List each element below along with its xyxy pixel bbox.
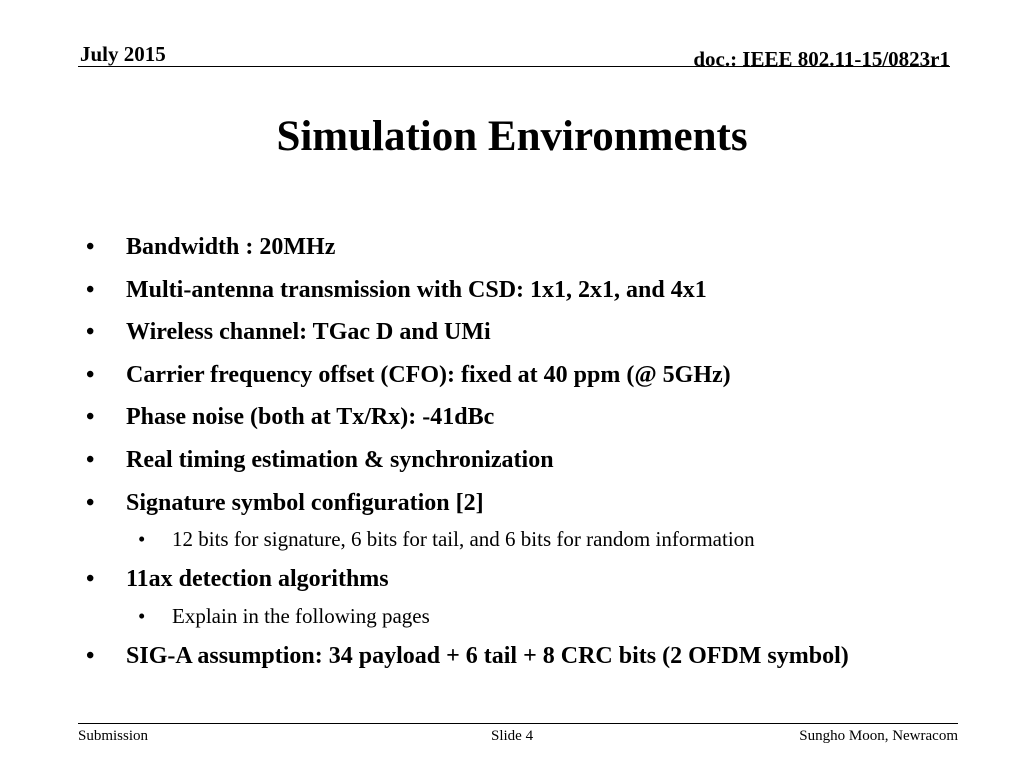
bullet-dot-icon: •	[86, 446, 95, 473]
bullet-text: Multi-antenna transmission with CSD: 1x1, 2x1, and 4x1	[126, 276, 707, 303]
bullet-list	[86, 230, 906, 681]
bullet-dot-icon: •	[86, 489, 95, 516]
bullet-dot-icon: •	[86, 642, 95, 669]
footer-divider	[78, 723, 958, 724]
bullet-dot-icon: •	[138, 603, 146, 628]
bullet-item	[86, 443, 906, 477]
sub-bullet-text: 12 bits for signature, 6 bits for tail, and 6 bits for random information	[172, 527, 755, 552]
bullet-dot-icon: •	[86, 234, 95, 260]
bullet-text: Wireless channel: TGac D and UMi	[126, 319, 491, 346]
bullet-text: 11ax detection algorithms	[126, 566, 389, 593]
bullet-dot-icon: •	[86, 319, 95, 346]
bullet-item	[86, 230, 906, 264]
bullet-item	[86, 639, 906, 673]
bullet-text: Real timing estimation & synchronization	[126, 446, 554, 473]
bullet-item	[86, 562, 906, 596]
slide-title: Simulation Environments	[276, 113, 748, 160]
bullet-dot-icon: •	[86, 276, 95, 303]
bullet-dot-icon: •	[86, 361, 95, 388]
bullet-dot-icon: •	[86, 404, 95, 431]
sub-bullet-text: Explain in the following pages	[172, 603, 430, 628]
sub-bullet-item	[138, 601, 906, 631]
header-date: July 2015	[80, 42, 166, 66]
bullet-text: Signature symbol configuration [2]	[126, 489, 484, 516]
bullet-item	[86, 358, 906, 392]
bullet-text: Phase noise (both at Tx/Rx): -41dBc	[126, 404, 495, 431]
bullet-dot-icon: •	[138, 527, 146, 552]
bullet-text: SIG-A assumption: 34 payload + 6 tail + 8 CRC bits (2 OFDM symbol)	[126, 642, 849, 669]
header-divider	[78, 66, 950, 67]
footer-slide-number: Slide 4	[491, 728, 534, 744]
bullet-dot-icon: •	[86, 566, 95, 593]
bullet-text: Carrier frequency offset (CFO): fixed at 40 ppm (@ 5GHz)	[126, 361, 731, 388]
footer-author: Sungho Moon, Newracom	[799, 728, 958, 744]
bullet-item	[86, 400, 906, 434]
footer-submission: Submission	[78, 728, 149, 744]
bullet-item	[86, 273, 906, 307]
header-doc-id: doc.: IEEE 802.11-15/0823r1	[693, 47, 950, 71]
bullet-item	[86, 315, 906, 349]
bullet-text: Bandwidth : 20MHz	[126, 234, 336, 260]
sub-bullet-item	[138, 524, 906, 554]
bullet-item	[86, 486, 906, 520]
